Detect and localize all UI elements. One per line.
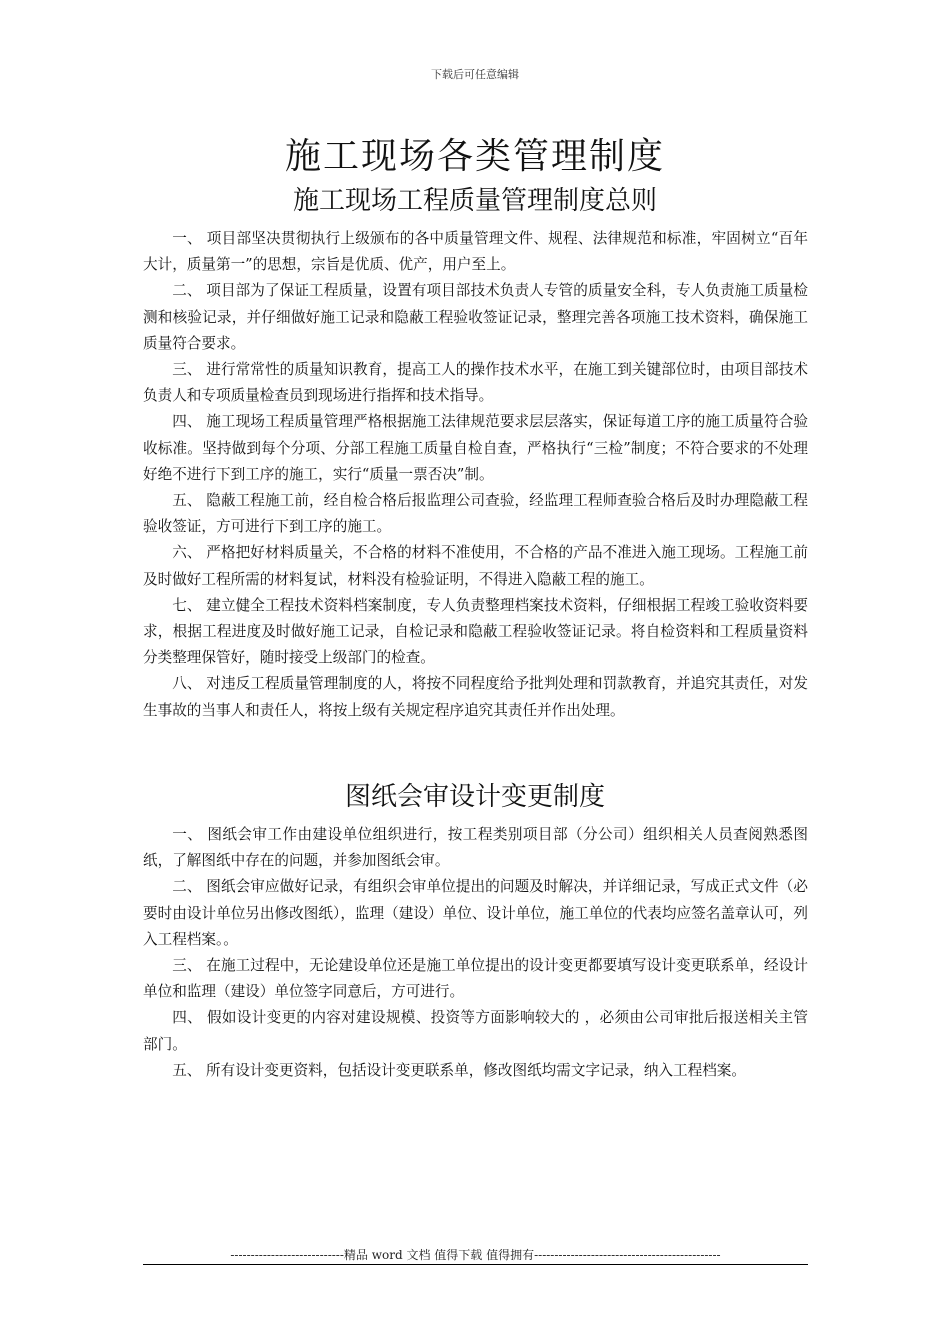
- paragraph: 二、 图纸会审应做好记录，有组织会审单位提出的问题及时解决，并详细记录，写成正式文件（必要时由设计单位另出修改图纸），监理（建设）单位、设计单位，施工单位的代表均应签名盖章认可，列入工程档案。。: [143, 878, 808, 948]
- paragraph: 七、 建立健全工程技术资料档案制度，专人负责整理档案技术资料，仔细根据工程竣工验收资料要求，根据工程进度及时做好施工记录，自检记录和隐蔽工程验收签证记录。将自检资料和工程质量资料分类整理保管好，随时接受上级部门的检查。: [143, 596, 808, 667]
- paragraph: 四、 假如设计变更的内容对建设规模、投资等方面影响较大的 ，必须由公司审批后报送相关主管部门。: [143, 1009, 808, 1053]
- section-title-drawing-review: 图纸会审设计变更制度: [344, 782, 605, 812]
- document-title: 施工现场各类管理制度: [284, 136, 665, 177]
- footer-divider: [143, 1264, 808, 1265]
- paragraph: 二、 项目部为了保证工程质量，设置有项目部技术负责人专管的质量安全科，专人负责施工质量检测和核验记录，并仔细做好施工记录和隐蔽工程验收签证记录，整理完善各项施工技术资料，确保施工质量符合要求。: [143, 282, 808, 352]
- paragraph: 一、 图纸会审工作由建设单位组织进行，按工程类别项目部（分公司）组织相关人员查阅熟悉图纸，了解图纸中存在的问题，并参加图纸会审。: [143, 826, 808, 870]
- footer-note: ----------------------------精品 word 文档 值得下载 值得拥有----------------------------------------------: [230, 1248, 721, 1262]
- paragraph: 五、 隐蔽工程施工前，经自检合格后报监理公司查验，经监理工程师查验合格后及时办理隐蔽工程验收签证，方可进行下到工序的施工。: [143, 492, 808, 536]
- paragraph: 三、 进行常常性的质量知识教育，提高工人的操作技术水平，在施工到关键部位时，由项目部技术负责人和专项质量检查员到现场进行指挥和技术指导。: [143, 361, 808, 405]
- paragraph: 一、 项目部坚决贯彻执行上级颁布的各中质量管理文件、规程、法律规范和标准，牢固树立“百年大计，质量第一”的思想，宗旨是优质、优产，用户至上。: [143, 230, 808, 274]
- section-body-drawing-review: [143, 822, 808, 1084]
- section-title-quality: 施工现场工程质量管理制度总则: [292, 186, 657, 216]
- header-note: 下载后可任意编辑: [431, 68, 519, 81]
- paragraph: 六、 严格把好材料质量关，不合格的材料不准使用，不合格的产品不准进入施工现场。工程施工前及时做好工程所需的材料复试，材料没有检验证明，不得进入隐蔽工程的施工。: [143, 544, 808, 588]
- paragraph: 四、 施工现场工程质量管理严格根据施工法律规范要求层层落实，保证每道工序的施工质量符合验收标准。坚持做到每个分项、分部工程施工质量自检自查，严格执行“三检”制度；不符合要求的不处理好绝不进行下到工序的施工，实行“质量一票否决”制。: [143, 413, 808, 483]
- paragraph: 三、 在施工过程中，无论建设单位还是施工单位提出的设计变更都要填写设计变更联系单，经设计单位和监理（建设）单位签字同意后，方可进行。: [143, 957, 808, 1001]
- section-body-quality: [143, 226, 808, 724]
- paragraph: 五、 所有设计变更资料，包括设计变更联系单，修改图纸均需文字记录，纳入工程档案。: [172, 1061, 746, 1079]
- paragraph: 八、 对违反工程质量管理制度的人，将按不同程度给予批判处理和罚款教育，并追究其责任，对发生事故的当事人和责任人，将按上级有关规定程序追究其责任并作出处理。: [143, 675, 808, 719]
